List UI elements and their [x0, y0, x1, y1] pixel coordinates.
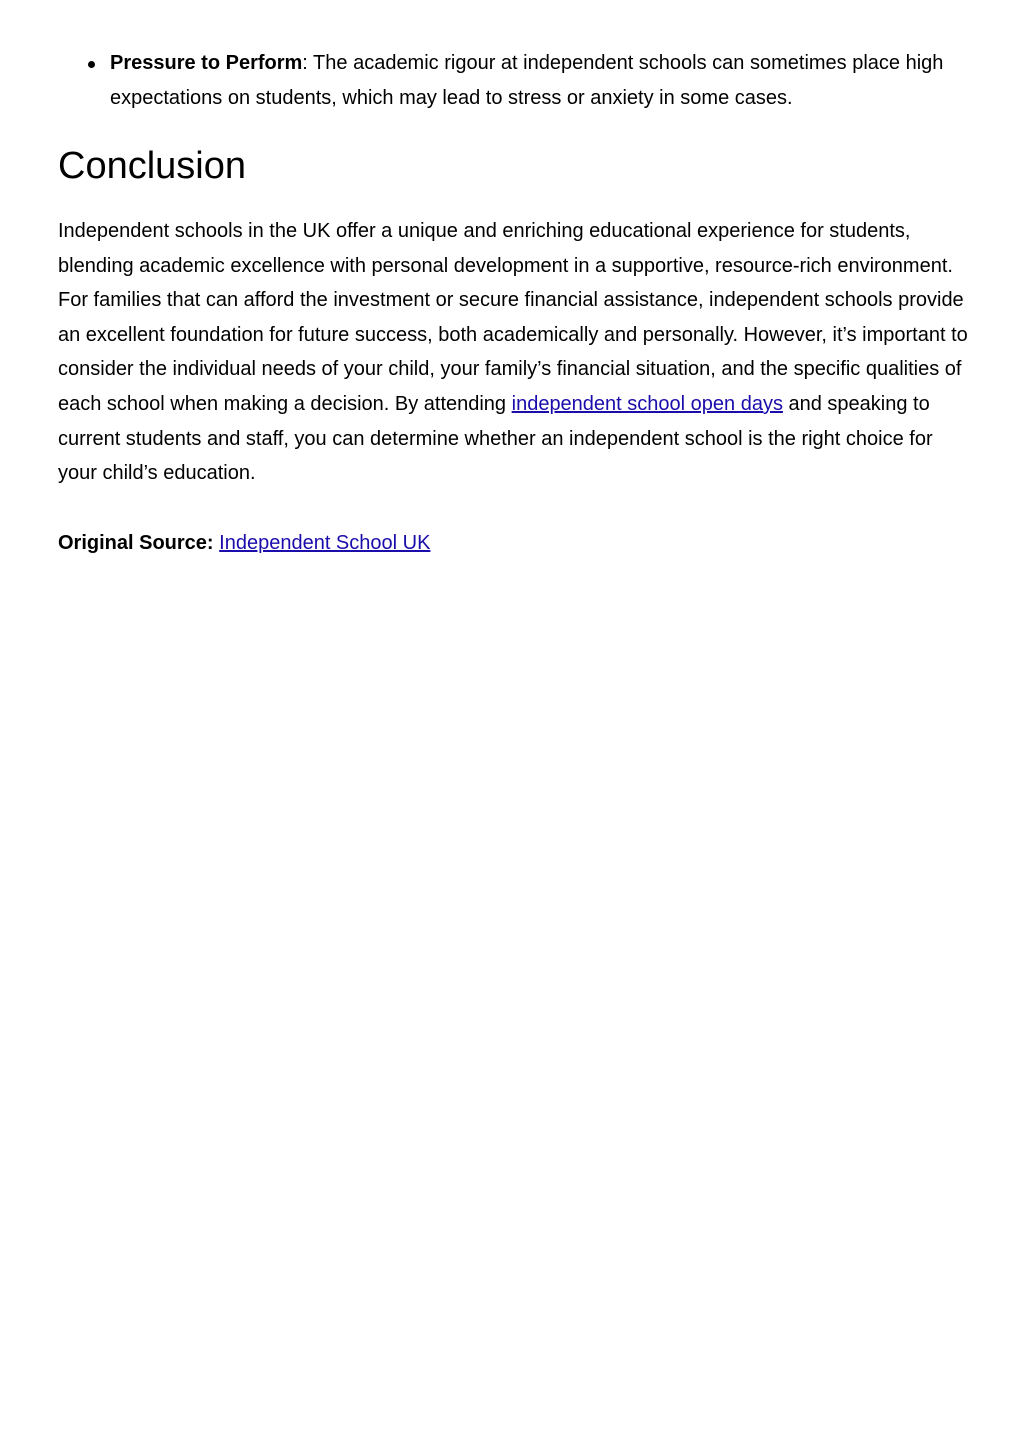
bullet-list [58, 46, 968, 116]
paragraph-text-before-link: Independent schools in the UK offer a unique and enriching educational experience for students, blending academic excellence with personal development in a supportive, resource-rich environment. For families that can afford the investment or secure financial assistance, independent schools provide an excellent foundation for future success, both academically and personally. However, it’s important to consider the individual needs of your child, your family’s financial situation, and the specific qualities of each school when making a decision. By attending [58, 220, 968, 415]
source-link[interactable]: Independent School UK [219, 532, 431, 554]
bullet-text: : The academic rigour at independent schools can sometimes place high expectations on students, which may lead to stress or anxiety in some cases. [110, 52, 944, 109]
bullet-icon [88, 61, 95, 68]
open-days-link[interactable]: independent school open days [511, 392, 783, 415]
bullet-term: Pressure to Perform [110, 52, 303, 74]
paragraph-text-after-link: and speaking to current students and staff, you can determine whether an independent school is the right choice for your child’s education. [58, 392, 933, 485]
section-heading: Conclusion [58, 145, 246, 187]
conclusion-paragraph [58, 214, 968, 491]
original-source [58, 526, 430, 560]
source-label: Original Source: [58, 532, 214, 554]
list-item [58, 46, 968, 116]
